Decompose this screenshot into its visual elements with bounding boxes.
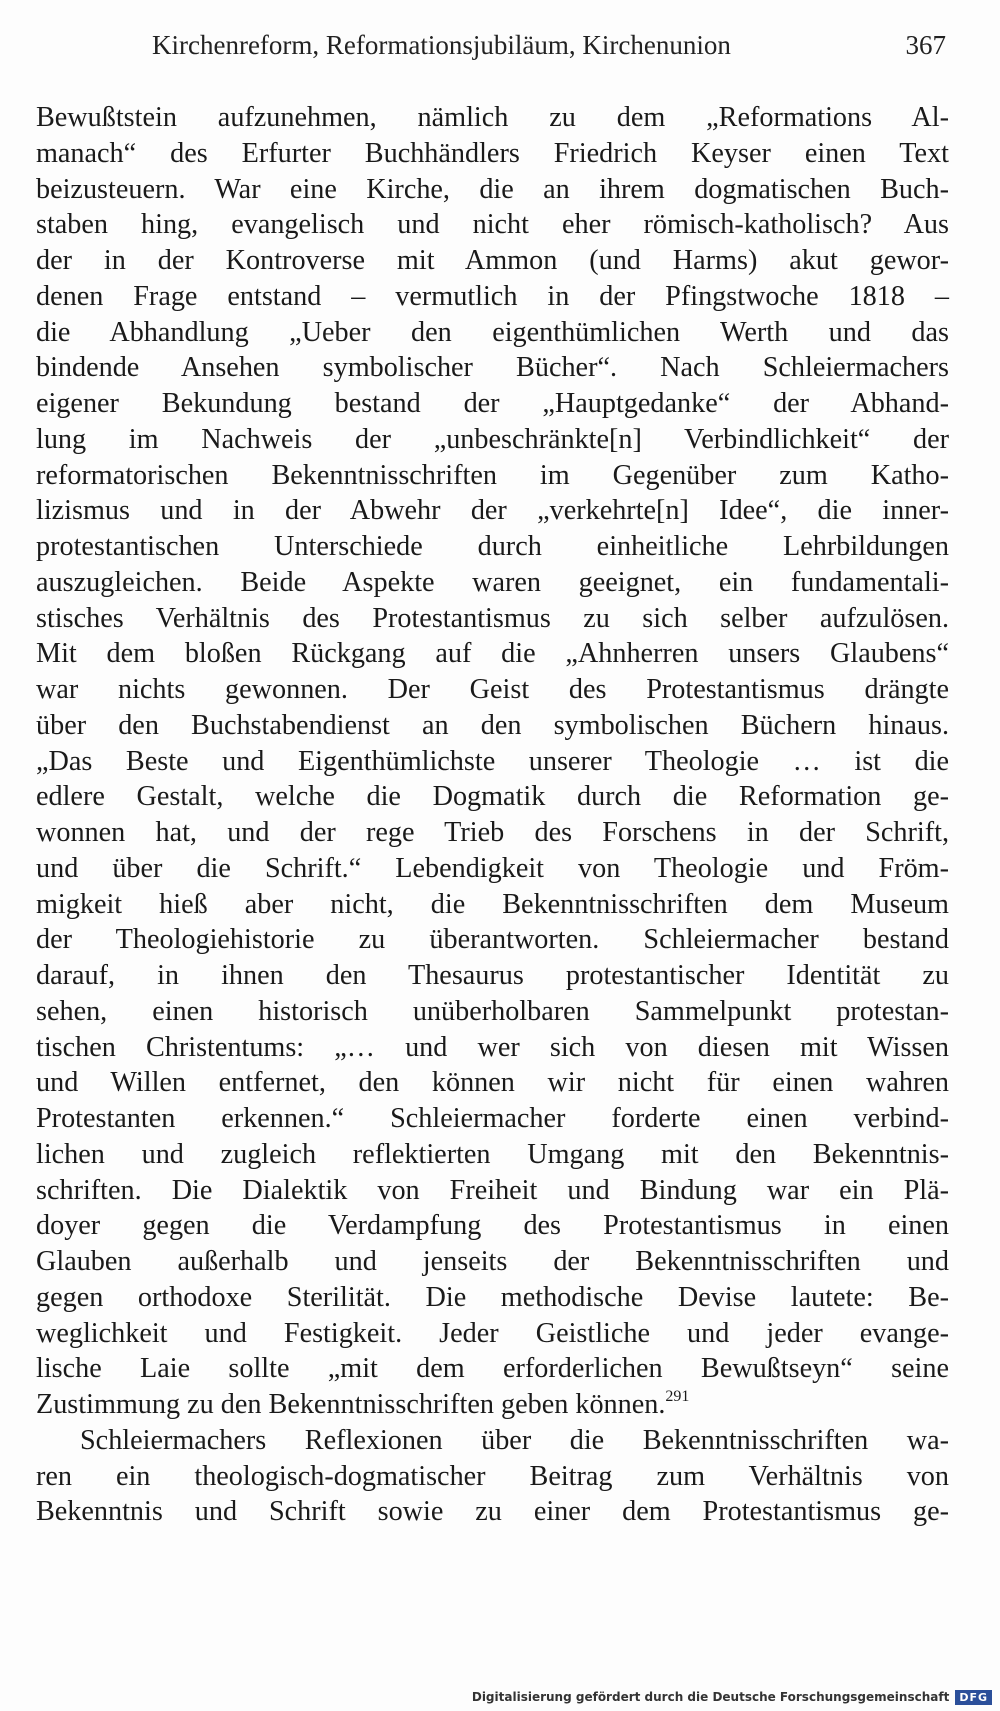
text-line: stisches Verhältnis des Protestantismus zu sich selber aufzulösen. <box>36 602 949 634</box>
paragraph-1 <box>36 100 949 1387</box>
text-line: auszugleichen. Beide Aspekte waren geeignet, ein fundamentali- <box>36 566 949 598</box>
text-line: reformatorischen Bekenntnisschriften im Gegenüber zum Katho- <box>36 459 949 491</box>
text-line: protestantischen Unterschiede durch einheitliche Lehrbildungen <box>36 531 949 562</box>
text-line: beizusteuern. War eine Kirche, die an ihrem dogmatischen Buch- <box>36 173 949 205</box>
running-header <box>36 30 946 64</box>
footer-credit: Digitalisierung gefördert durch die Deutsche Forschungsgemeinschaft <box>471 1690 950 1704</box>
text-line: bindende Ansehen symbolischer Bücher“. Nach Schleiermachers <box>36 352 949 384</box>
text-line: lichen und zugleich reflektierten Umgang mit den Bekenntnis- <box>36 1138 949 1170</box>
text-line: tischen Christentums: „… und wer sich von diesen mit Wissen <box>36 1031 949 1063</box>
text-line: Glauben außerhalb und jenseits der Bekenntnisschriften und <box>36 1246 949 1277</box>
footnote-marker: 291 <box>665 1387 690 1405</box>
text-line: der Theologiehistorie zu überantworten. Schleiermacher bestand <box>36 924 949 956</box>
text-line: ren ein theologisch-dogmatischer Beitrag zum Verhältnis von <box>36 1460 949 1492</box>
text-line: migkeit hieß aber nicht, die Bekenntnisschriften dem Museum <box>36 888 949 920</box>
running-title: Kirchenreform, Reformationsjubiläum, Kirchenunion <box>152 30 731 60</box>
text-line: doyer gegen die Verdampfung des Protestantismus in einen <box>36 1210 949 1242</box>
paragraph-1-last-line <box>36 1387 949 1423</box>
text-line: weglichkeit und Festigkeit. Jeder Geistliche und jeder evange- <box>36 1317 949 1349</box>
text-line: manach“ des Erfurter Buchhändlers Friedrich Keyser einen Text <box>36 137 949 169</box>
text-line: wonnen hat, und der rege Trieb des Forschens in der Schrift, <box>36 817 949 848</box>
text-line: lung im Nachweis der „unbeschränkte[n] Verbindlichkeit“ der <box>36 423 949 455</box>
text-line: die Abhandlung „Ueber den eigenthümlichen Werth und das <box>36 316 949 348</box>
page-number: 367 <box>905 30 946 60</box>
text-line: eigener Bekundung bestand der „Hauptgedanke“ der Abhand- <box>36 388 949 419</box>
text-line: edlere Gestalt, welche die Dogmatik durch die Reformation ge- <box>36 781 949 813</box>
text-line: Mit dem bloßen Rückgang auf die „Ahnherren unsers Glaubens“ <box>36 638 949 670</box>
text-line: lische Laie sollte „mit dem erforderlichen Bewußtseyn“ seine <box>36 1353 949 1385</box>
text-line: über den Buchstabendienst an den symbolischen Büchern hinaus. <box>36 709 949 741</box>
dfg-logo: DFG <box>955 1690 992 1705</box>
text-line: Protestanten erkennen.“ Schleiermacher forderte einen verbind- <box>36 1103 949 1134</box>
text-line: war nichts gewonnen. Der Geist des Protestantismus drängte <box>36 674 949 705</box>
text-line: schriften. Die Dialektik von Freiheit und Bindung war ein Plä- <box>36 1174 949 1206</box>
text-line: und über die Schrift.“ Lebendigkeit von Theologie und Fröm- <box>36 852 949 884</box>
text-line: gegen orthodoxe Sterilität. Die methodische Devise lautete: Be- <box>36 1281 949 1313</box>
text-line: denen Frage entstand – vermutlich in der Pfingstwoche 1818 – <box>36 280 949 312</box>
body-text <box>36 100 949 1530</box>
digitization-footer <box>472 1687 992 1707</box>
text-line: Bekenntnis und Schrift sowie zu einer dem Protestantismus ge- <box>36 1496 949 1528</box>
text-line: Schleiermachers Reflexionen über die Bekenntnisschriften wa- <box>80 1424 949 1456</box>
text-line: „Das Beste und Eigenthümlichste unserer Theologie … ist die <box>36 745 949 777</box>
text-line: staben hing, evangelisch und nicht eher römisch-katholisch? Aus <box>36 209 949 241</box>
text-line: sehen, einen historisch unüberholbaren Sammelpunkt protestan- <box>36 995 949 1027</box>
text-line: lizismus und in der Abwehr der „verkehrte[n] Idee“, die inner- <box>36 495 949 527</box>
paragraph-2 <box>36 1423 949 1530</box>
text-line: der in der Kontroverse mit Ammon (und Harms) akut gewor- <box>36 245 949 276</box>
text-line: Bewußtstein aufzunehmen, nämlich zu dem „Reformations Al- <box>36 102 949 133</box>
last-line-text: Zustimmung zu den Bekenntnisschriften geben können. <box>36 1389 666 1420</box>
text-line: und Willen entfernet, den können wir nicht für einen wahren <box>36 1067 949 1099</box>
text-line: darauf, in ihnen den Thesaurus protestantischer Identität zu <box>36 960 949 991</box>
